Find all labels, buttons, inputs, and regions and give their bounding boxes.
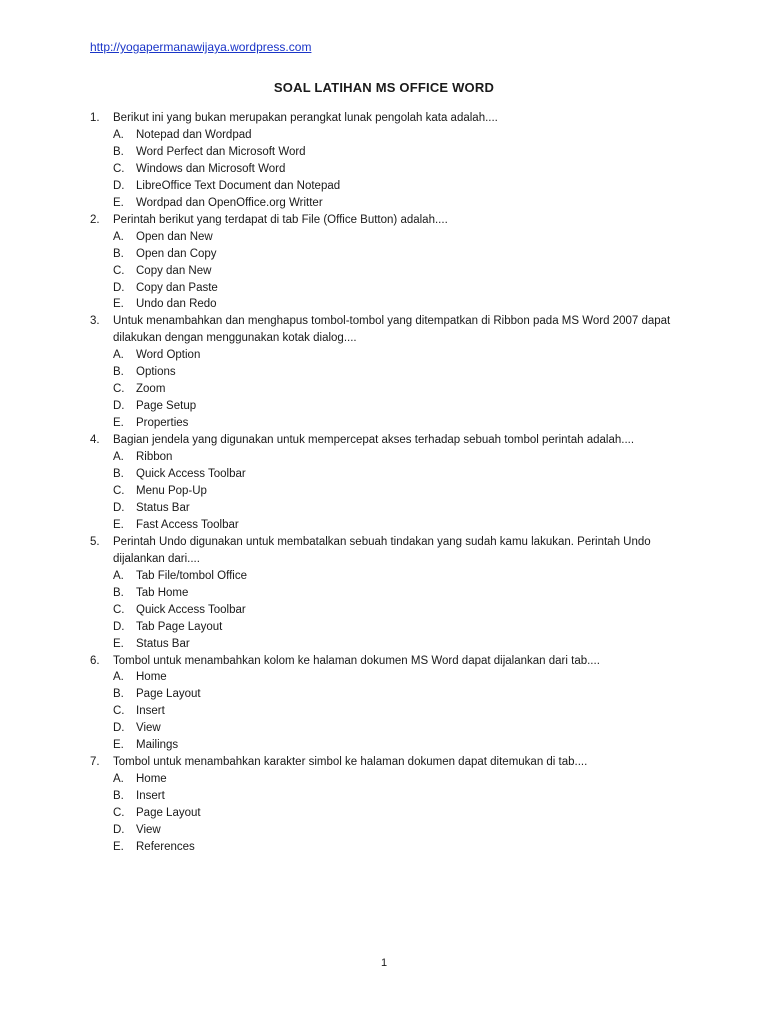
option-b (90, 466, 690, 483)
option-letter: E. (113, 196, 124, 209)
option-letter: D. (113, 281, 125, 294)
option-letter: A. (113, 128, 124, 141)
question-stem (90, 432, 690, 449)
page-number: 1 (380, 957, 388, 969)
option-text: Status Bar (136, 501, 190, 514)
option-letter: B. (113, 468, 124, 481)
option-text: Tab Home (136, 586, 189, 599)
option-a (90, 347, 690, 364)
option-letter: D. (113, 620, 125, 633)
question-stem (90, 754, 690, 771)
option-letter: B. (113, 366, 124, 379)
option-a (90, 229, 690, 246)
question-1 (90, 110, 690, 212)
question-stem (90, 534, 690, 568)
option-e (90, 195, 690, 212)
option-text: Windows dan Microsoft Word (136, 162, 286, 175)
option-c (90, 161, 690, 178)
question-number: 1. (90, 112, 100, 124)
option-letter: D. (113, 501, 125, 514)
option-c (90, 602, 690, 619)
option-b (90, 686, 690, 703)
question-number: 2. (90, 213, 100, 226)
option-letter: E. (113, 637, 124, 650)
question-number: 3. (90, 315, 100, 328)
option-text: Fast Access Toolbar (136, 518, 239, 531)
option-letter: B. (113, 790, 124, 803)
option-e (90, 737, 690, 754)
option-c (90, 381, 690, 398)
option-text: Quick Access Toolbar (136, 603, 246, 616)
option-b (90, 246, 690, 263)
option-d (90, 178, 690, 195)
option-letter: C. (113, 705, 125, 718)
option-letter: D. (113, 400, 125, 413)
option-d (90, 500, 690, 517)
option-letter: D. (113, 824, 125, 837)
option-text: View (136, 824, 161, 837)
option-letter: E. (113, 518, 124, 531)
option-c (90, 805, 690, 822)
option-text: References (136, 840, 195, 853)
question-list (90, 110, 690, 856)
option-c (90, 263, 690, 280)
option-d (90, 619, 690, 636)
option-letter: C. (113, 264, 125, 277)
option-text: Page Layout (136, 688, 201, 701)
option-text: Tab Page Layout (136, 620, 223, 633)
question-number: 6. (90, 654, 100, 667)
option-letter: E. (113, 417, 124, 430)
option-text: Properties (136, 417, 189, 430)
option-e (90, 636, 690, 653)
option-text: Wordpad dan OpenOffice.org Writter (136, 196, 323, 209)
option-letter: A. (113, 230, 124, 243)
option-letter: D. (113, 179, 125, 192)
option-text: Open dan Copy (136, 247, 217, 260)
option-text: Options (136, 366, 176, 379)
option-a (90, 568, 690, 585)
option-d (90, 398, 690, 415)
option-e (90, 839, 690, 856)
option-letter: C. (113, 603, 125, 616)
option-e (90, 296, 690, 313)
option-letter: B. (113, 688, 124, 701)
option-text: Mailings (136, 739, 179, 752)
option-text: Copy dan Paste (136, 281, 218, 294)
option-b (90, 144, 690, 161)
question-6 (90, 653, 690, 755)
option-text: Tab File/tombol Office (136, 569, 248, 582)
question-number: 4. (90, 434, 100, 447)
option-text: Home (136, 773, 167, 786)
question-number: 5. (90, 535, 100, 548)
option-d (90, 280, 690, 297)
option-letter: B. (113, 247, 124, 260)
question-4 (90, 432, 690, 534)
option-text: Word Perfect dan Microsoft Word (136, 145, 306, 158)
question-stem (90, 313, 690, 347)
option-a (90, 669, 690, 686)
question-text: Tombol untuk menambahkan kolom ke halaman dokumen MS Word dapat dijalankan dari tab.... (113, 654, 600, 667)
option-b (90, 788, 690, 805)
option-letter: A. (113, 569, 124, 582)
option-text: LibreOffice Text Document dan Notepad (136, 179, 341, 192)
option-letter: A. (113, 349, 124, 362)
option-text: Undo dan Redo (136, 298, 217, 311)
question-number: 7. (90, 756, 100, 769)
question-7 (90, 754, 690, 856)
option-text: Notepad dan Wordpad (136, 128, 252, 141)
option-letter: E. (113, 739, 124, 752)
question-text: Berikut ini yang bukan merupakan perangkat lunak pengolah kata adalah.... (113, 112, 498, 124)
option-letter: E. (113, 298, 124, 311)
header-url-link[interactable]: http://yogapermanawijaya.wordpress.com (90, 40, 312, 54)
option-text: Menu Pop-Up (136, 484, 207, 497)
option-c (90, 483, 690, 500)
option-letter: C. (113, 162, 125, 175)
option-d (90, 720, 690, 737)
option-text: Insert (136, 705, 165, 718)
option-letter: B. (113, 145, 124, 158)
document-title: SOAL LATIHAN MS OFFICE WORD (273, 80, 495, 95)
option-e (90, 517, 690, 534)
question-stem (90, 653, 690, 670)
option-a (90, 771, 690, 788)
option-e (90, 415, 690, 432)
option-letter: C. (113, 484, 125, 497)
option-text: Page Setup (136, 400, 197, 413)
option-text: Open dan New (136, 230, 213, 243)
option-letter: D. (113, 722, 125, 735)
option-c (90, 703, 690, 720)
option-text: Insert (136, 790, 165, 803)
question-text: Perintah Undo digunakan untuk membatalkan sebuah tindakan yang sudah kamu lakukan. Perintah Undo dijalankan dari.... (113, 535, 651, 565)
option-text: Zoom (136, 383, 166, 396)
option-b (90, 364, 690, 381)
question-text: Tombol untuk menambahkan karakter simbol ke halaman dokumen dapat ditemukan di tab.... (113, 756, 588, 769)
option-text: Word Option (136, 349, 201, 362)
question-text: Perintah berikut yang terdapat di tab File (Office Button) adalah.... (113, 213, 448, 226)
option-text: Ribbon (136, 451, 173, 464)
question-stem (90, 110, 690, 127)
option-letter: A. (113, 773, 124, 786)
question-5 (90, 534, 690, 653)
option-text: Home (136, 671, 167, 684)
question-text: Bagian jendela yang digunakan untuk mempercepat akses terhadap sebuah tombol perintah adalah.... (113, 434, 635, 447)
option-letter: C. (113, 807, 125, 820)
option-a (90, 127, 690, 144)
option-letter: C. (113, 383, 125, 396)
option-text: Quick Access Toolbar (136, 468, 246, 481)
question-stem (90, 212, 690, 229)
option-text: View (136, 722, 161, 735)
option-b (90, 585, 690, 602)
question-2 (90, 212, 690, 314)
option-a (90, 449, 690, 466)
option-text: Page Layout (136, 807, 201, 820)
option-letter: A. (113, 451, 124, 464)
option-letter: B. (113, 586, 124, 599)
option-letter: A. (113, 671, 124, 684)
option-d (90, 822, 690, 839)
question-text: Untuk menambahkan dan menghapus tombol-tombol yang ditempatkan di Ribbon pada MS Word 2007 dapat dilakukan dengan menggunakan kotak dialog.... (113, 315, 671, 345)
option-text: Copy dan New (136, 264, 212, 277)
question-3 (90, 313, 690, 432)
option-letter: E. (113, 840, 124, 853)
option-text: Status Bar (136, 637, 190, 650)
